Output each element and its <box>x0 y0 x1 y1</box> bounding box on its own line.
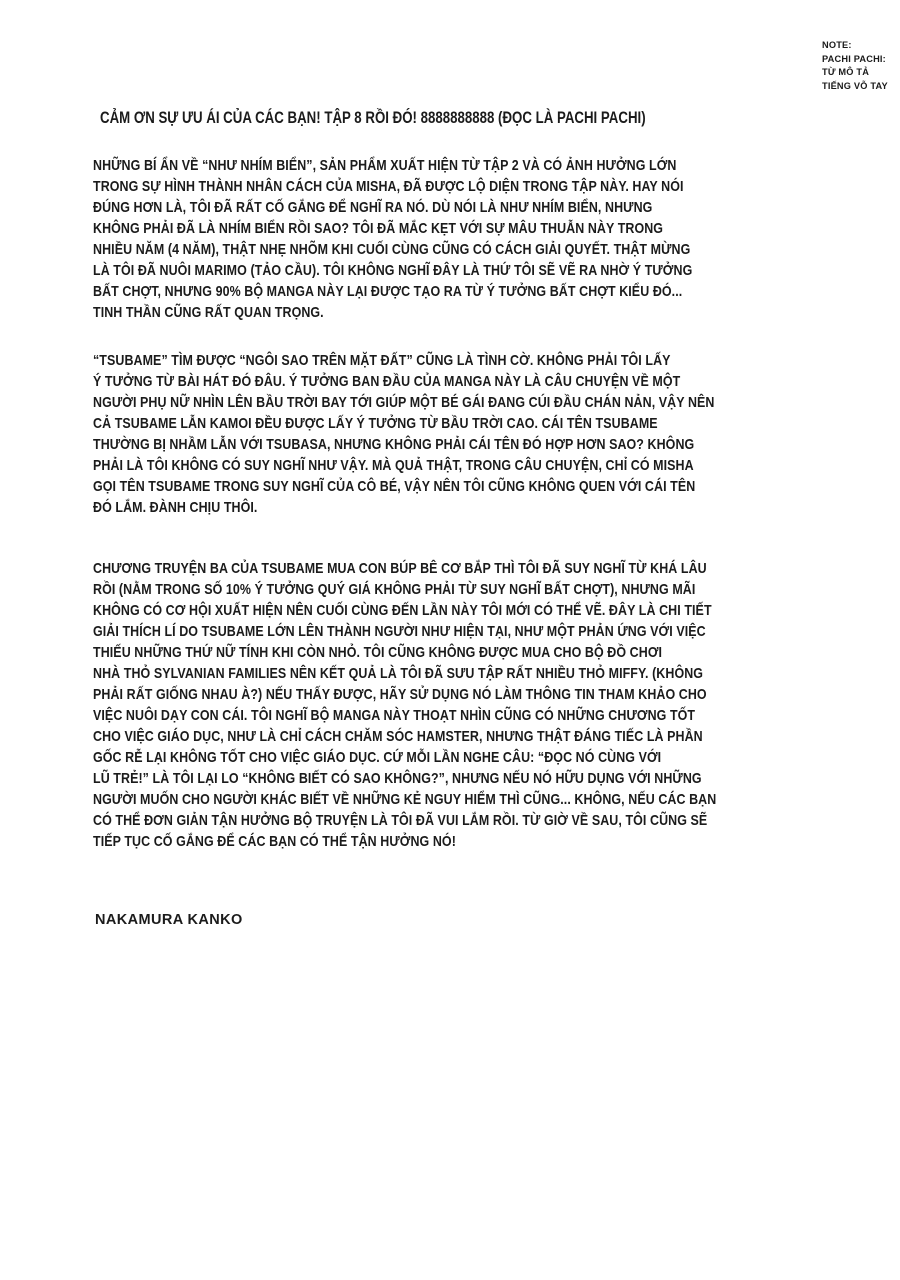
author-signature: NAKAMURA KANKO <box>95 912 243 928</box>
paragraph-3 <box>93 558 716 852</box>
text-line: CẢ TSUBAME LẪN KAMOI ĐỀU ĐƯỢC LẤY Ý TƯỞNG TỪ BẦU TRỜI CAO. CÁI TÊN TSUBAME <box>93 415 658 432</box>
text-line: THƯỜNG BỊ NHẦM LẪN VỚI TSUBASA, NHƯNG KHÔNG PHẢI CÁI TÊN ĐÓ HỢP HƠN SAO? KHÔNG <box>93 436 695 453</box>
text-line: NHIỀU NĂM (4 NĂM), THẬT NHẸ NHÕM KHI CUỐI CÙNG CŨNG CÓ CÁCH GIẢI QUYẾT. THẬT MỪNG <box>93 241 691 258</box>
text-line: KHÔNG PHẢI ĐÃ LÀ NHÍM BIỂN RỒI SAO? TÔI ĐÃ MẮC KẸT VỚI SỰ MÂU THUẪN NÀY TRONG <box>93 220 664 237</box>
text-line: THIẾU NHỮNG THỨ NỮ TÍNH KHI CÒN NHỎ. TÔI CŨNG KHÔNG ĐƯỢC MUA CHO BỘ ĐỒ CHƠI <box>93 644 663 661</box>
text-line: GIẢI THÍCH LÍ DO TSUBAME LỚN LÊN THÀNH NGƯỜI NHƯ HIỆN TẠI, NHƯ MỘT PHẢN ỨNG VỚI VIỆC <box>93 623 706 640</box>
text-line: ĐÚNG HƠN LÀ, TÔI ĐÃ RẤT CỐ GẮNG ĐỂ NGHĨ RA NÓ. DÙ NÓI LÀ NHƯ NHÍM BIỂN, NHƯNG <box>93 199 653 216</box>
text-line: NHỮNG BÍ ẨN VỀ “NHƯ NHÍM BIỂN”, SẢN PHẨM XUẤT HIỆN TỪ TẬP 2 VÀ CÓ ẢNH HƯỞNG LỚN <box>93 157 677 174</box>
text-line: ĐÓ LẮM. ĐÀNH CHỊU THÔI. <box>93 499 258 516</box>
paragraph-2 <box>93 350 714 518</box>
text-line: Ý TƯỞNG TỪ BÀI HÁT ĐÓ ĐÂU. Ý TƯỞNG BAN ĐẦU CỦA MANGA NÀY LÀ CÂU CHUYỆN VỀ MỘT <box>93 373 681 390</box>
note-line: TIẾNG VỖ TAY <box>822 80 888 92</box>
text-line: PHẢI RẤT GIỐNG NHAU À?) NẾU THẤY ĐƯỢC, HÃY SỬ DỤNG NÓ LÀM THÔNG TIN THAM KHẢO CHO <box>93 686 707 703</box>
text-line: NGƯỜI PHỤ NỮ NHÌN LÊN BẦU TRỜI BAY TỚI GIÚP MỘT BÉ GÁI ĐANG CÚI ĐẦU CHÁN NẢN, VẬY NÊN <box>93 394 715 411</box>
text-line: NGƯỜI MUỐN CHO NGƯỜI KHÁC BIẾT VỀ NHỮNG KẺ NGUY HIỂM THÌ CŨNG... KHÔNG, NẾU CÁC BẠN <box>93 791 717 808</box>
text-line: BẤT CHỢT, NHƯNG 90% BỘ MANGA NÀY LẠI ĐƯỢC TẠO RA TỪ Ý TƯỞNG BẤT CHỢT KIỂU ĐÓ... <box>93 283 683 300</box>
text-line: TRONG SỰ HÌNH THÀNH NHÂN CÁCH CỦA MISHA, ĐÃ ĐƯỢC LỘ DIỆN TRONG TẬP NÀY. HAY NÓI <box>93 178 684 195</box>
text-line: PHẢI LÀ TÔI KHÔNG CÓ SUY NGHĨ NHƯ VẬY. MÀ QUẢ THẬT, TRONG CÂU CHUYỆN, CHỈ CÓ MISHA <box>93 457 694 474</box>
paragraph-1 <box>93 155 692 323</box>
note-line: TỪ MÔ TẢ <box>822 67 870 79</box>
text-line: VIỆC NUÔI DẠY CON CÁI. TÔI NGHĨ BỘ MANGA NÀY THOẠT NHÌN CŨNG CÓ NHỮNG CHƯƠNG TỐT <box>93 707 696 724</box>
translator-note <box>822 39 888 93</box>
text-line: NHÀ THỎ SYLVANIAN FAMILIES NÊN KẾT QUẢ LÀ TÔI ĐÃ SƯU TẬP RẤT NHIỀU THỎ MIFFY. (KHÔNG <box>93 665 704 682</box>
afterword-title: CẢM ƠN SỰ ƯU ÁI CỦA CÁC BẠN! TẬP 8 RỒI ĐÓ! 8888888888 (ĐỌC LÀ PACHI PACHI) <box>100 108 646 127</box>
text-line: TINH THẦN CŨNG RẤT QUAN TRỌNG. <box>93 304 324 321</box>
text-line: CHƯƠNG TRUYỆN BA CỦA TSUBAME MUA CON BÚP BÊ CƠ BẮP THÌ TÔI ĐÃ SUY NGHĨ TỪ KHÁ LÂU <box>93 560 707 577</box>
note-line: NOTE: <box>822 40 852 51</box>
text-line: “TSUBAME” TÌM ĐƯỢC “NGÔI SAO TRÊN MẶT ĐẤT” CŨNG LÀ TÌNH CỜ. KHÔNG PHẢI TÔI LẤY <box>93 352 671 369</box>
text-line: LÀ TÔI ĐÃ NUÔI MARIMO (TẢO CẦU). TÔI KHÔNG NGHĨ ĐÂY LÀ THỨ TÔI SẼ VẼ RA NHỜ Ý TƯỞNG <box>93 262 693 279</box>
text-line: KHÔNG CÓ CƠ HỘI XUẤT HIỆN NÊN CUỐI CÙNG ĐẾN LẦN NÀY TÔI MỚI CÓ THỂ VẼ. ĐÂY LÀ CHI TIẾT <box>93 602 712 619</box>
text-line: CÓ THỂ ĐƠN GIẢN TẬN HƯỞNG BỘ TRUYỆN LÀ TÔI ĐÃ VUI LẮM RỒI. TỪ GIỜ VỀ SAU, TÔI CŨNG SẼ <box>93 812 708 829</box>
note-line: PACHI PACHI: <box>822 53 886 65</box>
text-line: GỌI TÊN TSUBAME TRONG SUY NGHĨ CỦA CÔ BÉ, VẬY NÊN TÔI CŨNG KHÔNG QUEN VỚI CÁI TÊN <box>93 478 696 495</box>
text-line: LŨ TRẺ!” LÀ TÔI LẠI LO “KHÔNG BIẾT CÓ SAO KHÔNG?”, NHƯNG NẾU NÓ HỮU DỤNG VỚI NHỮNG <box>93 770 702 787</box>
text-line: GỐC RỄ LẠI KHÔNG TỐT CHO VIỆC GIÁO DỤC. CỨ MỖI LẦN NGHE CÂU: “ĐỌC NÓ CÙNG VỚI <box>93 749 662 766</box>
text-line: CHO VIỆC GIÁO DỤC, NHƯ LÀ CHỈ CÁCH CHĂM SÓC HAMSTER, NHƯNG THẬT ĐÁNG TIẾC LÀ PHẦN <box>93 728 703 745</box>
text-line: RỒI (NẰM TRONG SỐ 10% Ý TƯỞNG QUÝ GIÁ KHÔNG PHẢI TỪ SUY NGHĨ BẤT CHỢT), NHƯNG MÃI <box>93 581 696 598</box>
text-line: TIẾP TỤC CỐ GẮNG ĐỂ CÁC BẠN CÓ THỂ TẬN HƯỞNG NÓ! <box>93 833 456 850</box>
